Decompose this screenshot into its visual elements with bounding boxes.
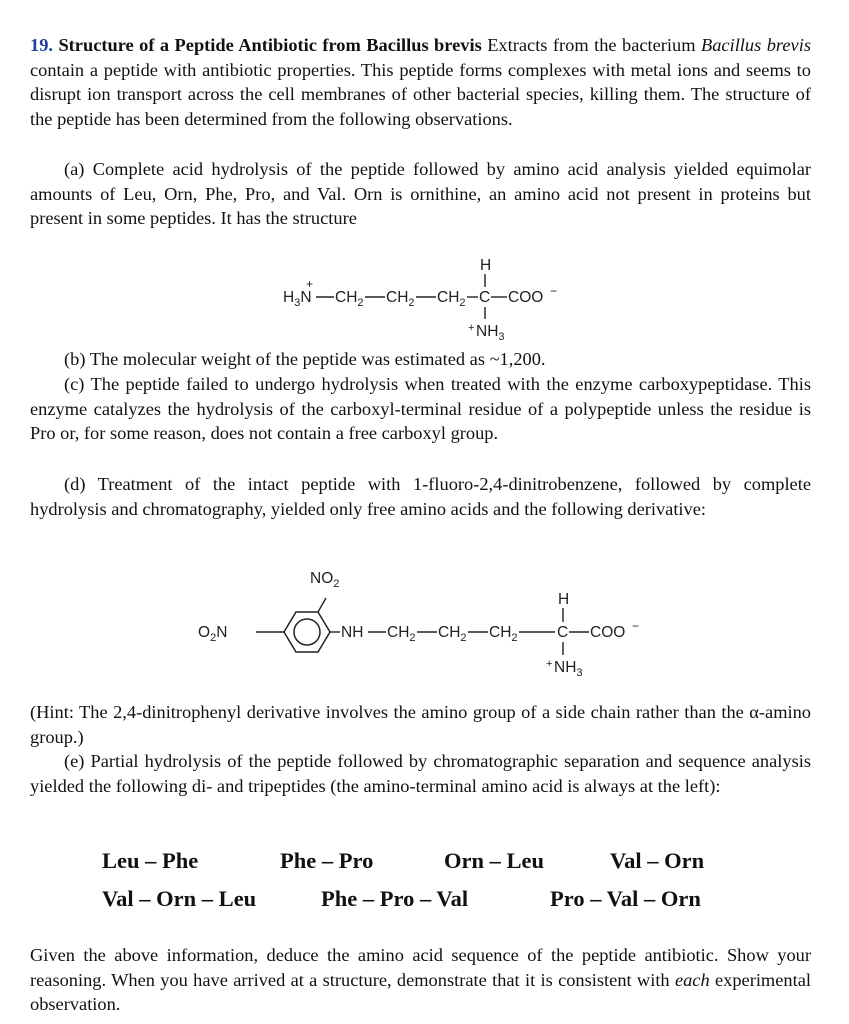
part-d: (d) Treatment of the intact peptide with 1-fluoro-2,4-dinitrobenzene, followed by complete hydrolysis and chromatography, yielded only free amino acids and the following derivative:	[30, 474, 811, 519]
peptide-pro-val-orn: Pro – Val – Orn	[550, 886, 701, 911]
peptide-phe-pro: Phe – Pro	[280, 848, 374, 873]
ornithine-ch2-3: $CH_2$	[437, 289, 466, 309]
intro-rest: contain a peptide with antibiotic properties. This peptide forms complexes with metal ions and seems to disrupt ion transport across the cell membranes of other bacterial species, killing them. The structure of the peptide has been determined from the following observations.	[30, 59, 811, 129]
peptide-phe-pro-val: Phe – Pro – Val	[321, 886, 469, 911]
closing-text-end: experimental observation.	[30, 969, 811, 1015]
closing-text: Given the above information, deduce the amino acid sequence of the peptide antibiotic. Show your reasoning. When you have arrived at a structure, demonstrate that it is consistent with	[30, 945, 811, 990]
dnp-nh: NH	[341, 624, 364, 641]
hint: (Hint: The 2,4-dinitrophenyl derivative involves the amino group of a side chain rather than the α-amino group.)	[30, 702, 811, 747]
ornithine-nh3: $NH_3$	[476, 323, 505, 343]
peptide-leu-phe: Leu – Phe	[102, 848, 199, 873]
ornithine-nh3-charge: +	[468, 322, 475, 334]
ornithine-ch2-1: $CH_2$	[335, 289, 364, 309]
ornithine-n-charge: +	[306, 277, 314, 291]
dnp-no2: $NO_2$	[310, 570, 340, 590]
closing-emphasis: each	[674, 969, 710, 990]
part-e: (e) Partial hydrolysis of the peptide followed by chromatographic separation and sequence analysis yielded the following di- and tripeptides (the amino-terminal amino acid is always at the left):	[30, 751, 811, 796]
part-b: (b) The molecular weight of the peptide was estimated as ~1,200.	[64, 349, 546, 369]
organism-name: Bacillus brevis	[701, 35, 811, 55]
dnp-alpha-c: C	[557, 624, 569, 641]
part-c: (c) The peptide failed to undergo hydrolysis when treated with the enzyme carboxypeptidase. This enzyme catalyzes the hydrolysis of the carboxyl-terminal residue of a polypeptide unless the residue is Pro or, for some reason, does not contain a free carboxyl group.	[30, 374, 811, 444]
ornithine-coo: COO	[508, 289, 544, 306]
peptide-val-orn-leu: Val – Orn – Leu	[102, 886, 257, 911]
dnp-coo: COO	[590, 624, 626, 641]
ornithine-h: H	[480, 257, 492, 274]
problem-title: Structure of a Peptide Antibiotic from Bacillus brevis	[58, 35, 482, 55]
benzene-ring	[284, 612, 330, 652]
dnp-nh3: $NH_3$	[554, 659, 583, 679]
peptide-val-orn: Val – Orn	[610, 848, 705, 873]
ornithine-coo-charge: −	[550, 284, 558, 298]
dnp-coo-charge: −	[632, 619, 640, 633]
peptide-orn-leu: Orn – Leu	[444, 848, 545, 873]
part-a: (a) Complete acid hydrolysis of the peptide followed by amino acid analysis yielded equimolar amounts of Leu, Orn, Phe, Pro, and Val. Orn is ornithine, an amino acid not present in proteins but present in some peptides. It has the structure	[30, 159, 811, 229]
dnp-h: H	[558, 591, 570, 608]
dnp-ch2-1: $CH_2$	[387, 624, 416, 644]
ornithine-alpha-c: C	[479, 289, 491, 306]
intro-lead: Extracts from the bacterium	[487, 35, 696, 55]
ornithine-ch2-2: $CH_2$	[386, 289, 415, 309]
ornithine-h3n: $H_3N$	[283, 289, 312, 309]
dnp-o2n: $O_2N$	[198, 624, 228, 644]
dnp-nh3-charge: +	[546, 658, 553, 670]
problem-number: 19.	[30, 35, 53, 55]
dnp-ch2-2: $CH_2$	[438, 624, 467, 644]
dnp-ch2-3: $CH_2$	[489, 624, 518, 644]
closing-question	[30, 943, 811, 1017]
